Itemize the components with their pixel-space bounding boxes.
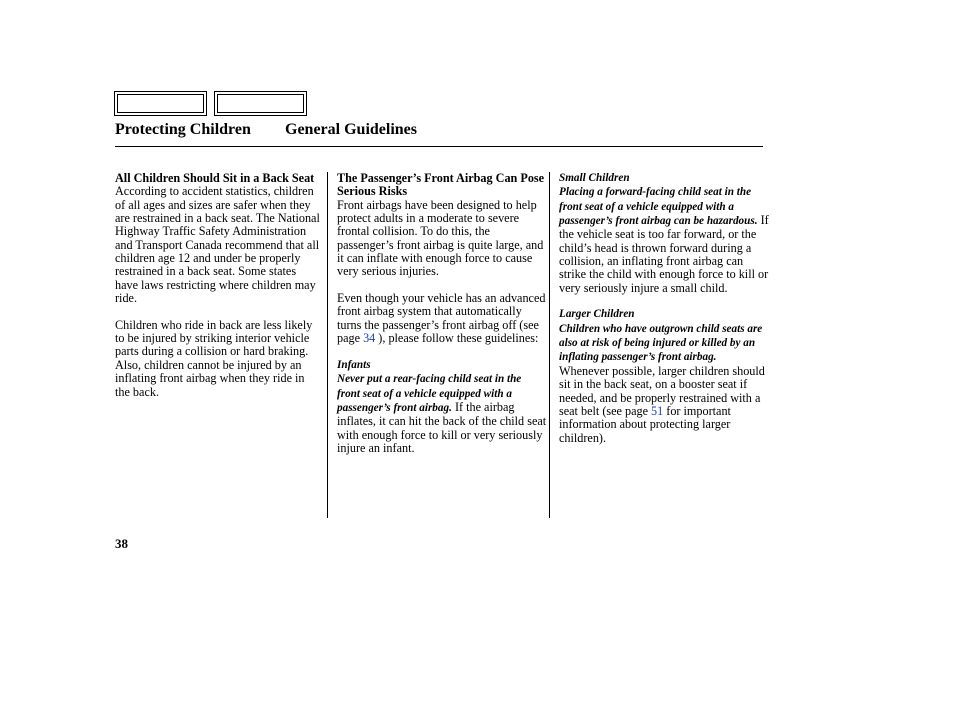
column-divider <box>327 172 328 518</box>
subheading-small-children: Small Children <box>559 172 630 184</box>
subheading-larger-children: Larger Children <box>559 308 635 321</box>
section-title: Protecting Children <box>115 121 251 138</box>
paragraph-infants: Never put a rear-facing child seat in the front seat of a vehicle equipped with a passenger’s front airbag. If the airbag inflates, it can hit the back of the child seat with enough force to kill or very seriously injure an infant. <box>337 373 547 455</box>
paragraph-advanced-airbag: Even though your vehicle has an advanced front airbag system that automatically turns the passenger’s front airbag off (see page 34 ), please follow these guidelines: <box>337 291 546 346</box>
column-divider <box>549 172 550 518</box>
page-number: 38 <box>115 536 128 551</box>
paragraph-statistics: According to accident statistics, children of all ages and sizes are safer when they are restrained in a back seat. The National Highway Traffic Safety Administration and Transport Canada recommend that all children age 12 and under be properly restrained in a back seat. Some states have laws restricting where children may ride. <box>115 184 320 306</box>
topic-title: General Guidelines <box>285 121 417 138</box>
nav-button-next[interactable] <box>214 91 307 116</box>
column-back-seat <box>115 172 321 412</box>
paragraph-small-children: Placing a forward-facing child seat in the front seat of a vehicle equipped with a passenger’s front airbag can be hazardous. If the vehicle seat is too far forward, or the child’s head is thrown forward during a collision, an inflating front airbag can strike the child with enough force to kill or very seriously injure a small child. <box>559 186 769 295</box>
heading-front-airbag: The Passenger’s Front Airbag Can Pose Serious Risks <box>337 171 545 199</box>
link-page-34[interactable]: 34 <box>363 331 376 346</box>
paragraph-larger-children: Children who have outgrown child seats are also at risk of being injured or killed by an inflating passenger’s front airbag. Whenever possible, larger children should sit in the back seat, on a booster seat if needed, and be properly restrained with a seat belt (see page 51 for important information about protecting larger children). <box>559 322 765 445</box>
nav-button-previous[interactable] <box>114 91 207 116</box>
header-divider <box>115 146 763 147</box>
subheading-infants: Infants <box>337 358 371 371</box>
column-children <box>559 172 769 458</box>
column-front-airbag <box>337 172 547 469</box>
paragraph-ride-in-back: Children who ride in back are less likely to be injured by striking interior vehicle parts during a collision or hard braking. Also, children cannot be injured by an inflating front airbag when they ride in the back. <box>115 317 313 399</box>
paragraph-airbag-design: Front airbags have been designed to help protect adults in a moderate to severe frontal collision. To do this, the passenger’s front airbag is quite large, and it can inflate with enough force to cause very serious injuries. <box>337 197 544 279</box>
link-page-51[interactable]: 51 <box>651 403 664 418</box>
heading-back-seat: All Children Should Sit in a Back Seat <box>115 171 315 185</box>
